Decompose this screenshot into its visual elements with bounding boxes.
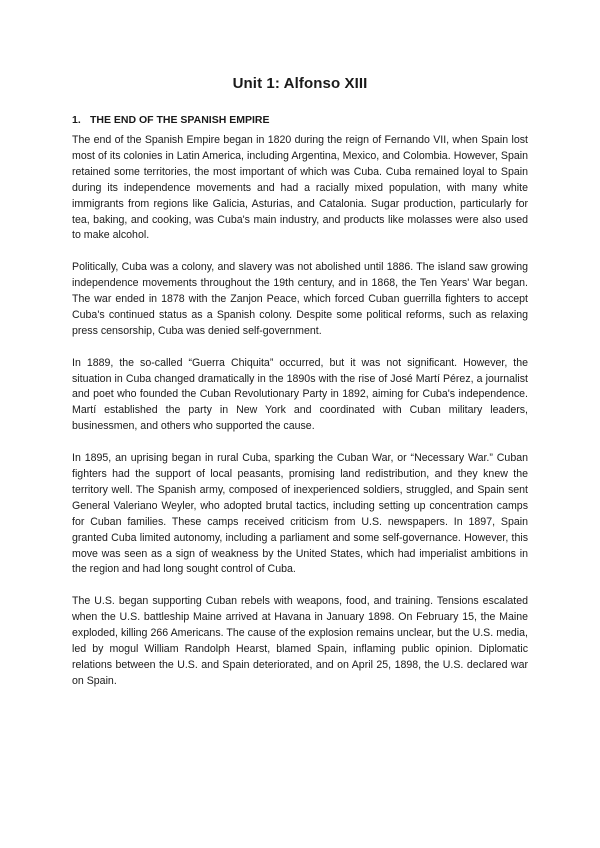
document-title: Unit 1: Alfonso XIII <box>232 75 368 92</box>
paragraph: The end of the Spanish Empire began in 1820 during the reign of Fernando VII, when Spain lost most of its colonies in Latin America, including Argentina, Mexico, and Colombia. However, Spain retained some territories, the most important of which was Cuba. Cuba remained loyal to Spain during its independence movements and had a racially mixed population, with many white immigrants from regions like Galicia, Asturias, and Catalonia. Sugar production, particularly for tea, baking, and cooking, was Cuba's main industry, and products like molasses were also used to make alcohol. <box>72 134 528 242</box>
section-number: 1. <box>72 114 81 126</box>
paragraph: The U.S. began supporting Cuban rebels with weapons, food, and training. Tensions escalated when the U.S. battleship Maine arrived at Havana in January 1898. On February 15, the Maine exploded, killing 266 Americans. The cause of the explosion remains unclear, but the U.S. media, led by mogul William Randolph Hearst, blamed Spain, inflaming public opinion. Diplomatic relations between the U.S. and Spain deteriorated, and on April 25, 1898, the U.S. declared war on Spain. <box>72 595 528 687</box>
paragraph: In 1895, an uprising began in rural Cuba, sparking the Cuban War, or “Necessary War.” Cuban fighters had the support of local peasants, promising land redistribution, and they knew the territory well. The Spanish army, composed of inexperienced soldiers, struggled, and Spain sent General Valeriano Weyler, who adopted brutal tactics, including setting up concentration camps for Cuban families. These camps received criticism from U.S. newspapers. In 1897, Spain granted Cuba limited autonomy, including a parliament and some self-governance. However, this move was seen as a sign of weakness by the United States, which had imperialist ambitions in the region and had long sought control of Cuba. <box>72 452 528 576</box>
paragraph: In 1889, the so-called “Guerra Chiquita” occurred, but it was not significant. However, the situation in Cuba changed dramatically in the 1890s with the rise of José Martí Pérez, a journalist and poet who founded the Cuban Revolutionary Party in 1892, aiming for Cuba's independence. Martí established the party in New York and coordinated with Cuban military leaders, businessmen, and others who supported the cause. <box>72 356 528 433</box>
paragraph: Politically, Cuba was a colony, and slavery was not abolished until 1886. The island saw growing independence movements throughout the 19th century, and in 1868, the Ten Years' War began. The war ended in 1878 with the Zanjon Peace, which forced Cuban guerrilla fighters to accept Cuba's continued status as a Spanish colony. Despite some political reforms, such as relaxing press censorship, Cuba was denied self-government. <box>72 261 528 337</box>
section-heading-text: THE END OF THE SPANISH EMPIRE <box>90 114 270 126</box>
section-heading <box>72 114 528 126</box>
